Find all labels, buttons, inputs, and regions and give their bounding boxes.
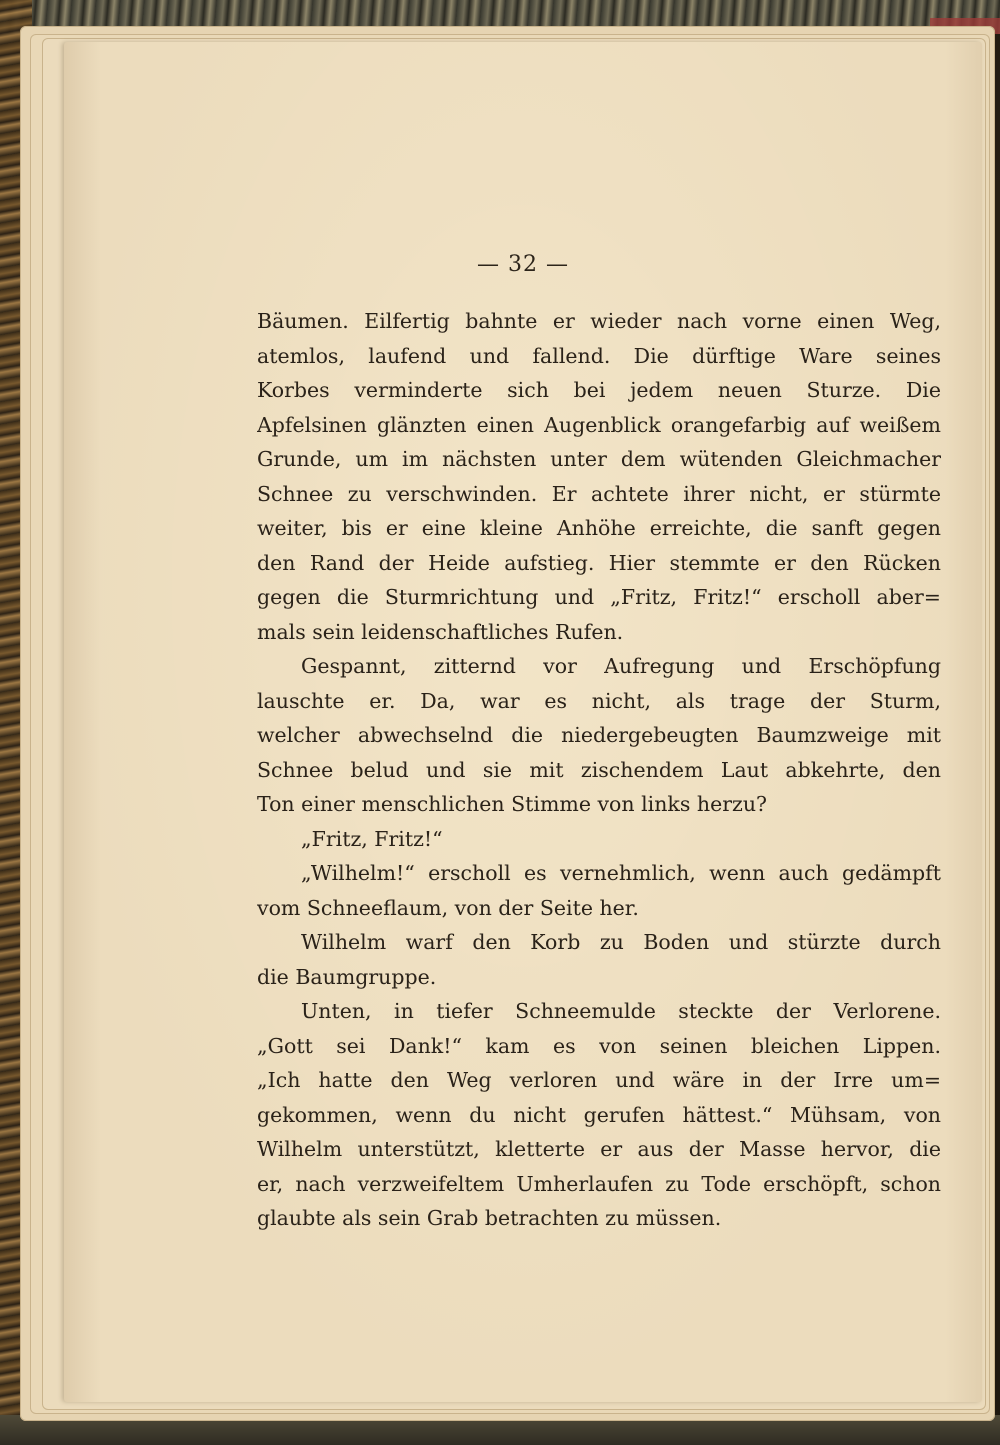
text-line: Unten, in tiefer Schneemulde steckte der Verlorene. bbox=[301, 999, 941, 1023]
text-line: „Fritz, Fritz!“ bbox=[301, 826, 443, 851]
text-line: die Baumgruppe. bbox=[257, 964, 437, 989]
text-line: atemlos, laufend und fallend. Die dürftige Ware seines bbox=[257, 343, 941, 368]
text-line: weiter, bis er eine kleine Anhöhe erreichte, die sanft gegen bbox=[257, 516, 941, 540]
text-line: er, nach verzweifeltem Umherlaufen zu Tode erschöpft, schon bbox=[257, 1171, 941, 1196]
text-line: welcher abwechselnd die niedergebeugten Baumzweige mit bbox=[257, 723, 941, 747]
text-line: „Gott sei Dank!“ kam es von seinen bleichen Lippen. bbox=[257, 1033, 941, 1058]
text-line: Wilhelm warf den Korb zu Boden und stürzte durch bbox=[301, 930, 941, 954]
text-line: Schnee zu verschwinden. Er achtete ihrer nicht, er stürmte bbox=[257, 481, 941, 506]
text-line: „Ich hatte den Weg verloren und wäre in der Irre um= bbox=[257, 1068, 941, 1092]
text-line: Ton einer menschlichen Stimme von links herzu? bbox=[257, 792, 768, 816]
text-line: Apfelsinen glänzten einen Augenblick orangefarbig auf weißem bbox=[257, 412, 941, 437]
text-line: Korbes verminderte sich bei jedem neuen Sturze. Die bbox=[257, 378, 941, 402]
text-line: lauschte er. Da, war es nicht, als trage der Sturm, bbox=[257, 688, 941, 713]
page-number: — 32 — bbox=[477, 252, 569, 277]
text-line: mals sein leidenschaftliches Rufen. bbox=[257, 619, 624, 644]
text-line: glaubte als sein Grab betrachten zu müssen. bbox=[257, 1206, 722, 1230]
text-line: Wilhelm unterstützt, kletterte er aus der Masse hervor, die bbox=[257, 1137, 941, 1161]
text-line: „Wilhelm!“ erscholl es vernehmlich, wenn auch gedämpft bbox=[301, 861, 941, 885]
text-line: Schnee belud und sie mit zischendem Laut abkehrte, den bbox=[257, 757, 941, 782]
body-text bbox=[257, 304, 941, 1236]
text-line: Bäumen. Eilfertig bahnte er wieder nach vorne einen Weg, bbox=[257, 309, 941, 333]
text-line: Gespannt, zitternd vor Aufregung und Erschöpfung bbox=[301, 654, 941, 678]
text-line: vom Schneeflaum, von der Seite her. bbox=[257, 895, 639, 920]
text-line: den Rand der Heide aufstieg. Hier stemmte er den Rücken bbox=[257, 550, 941, 575]
book-page bbox=[64, 42, 982, 1402]
text-line: gekommen, wenn du nicht gerufen hättest.“ Mühsam, von bbox=[257, 1102, 941, 1127]
text-line: gegen die Sturmrichtung und „Fritz, Fritz!“ erscholl aber= bbox=[257, 585, 941, 609]
text-line: Grunde, um im nächsten unter dem wütenden Gleichmacher bbox=[257, 447, 941, 471]
